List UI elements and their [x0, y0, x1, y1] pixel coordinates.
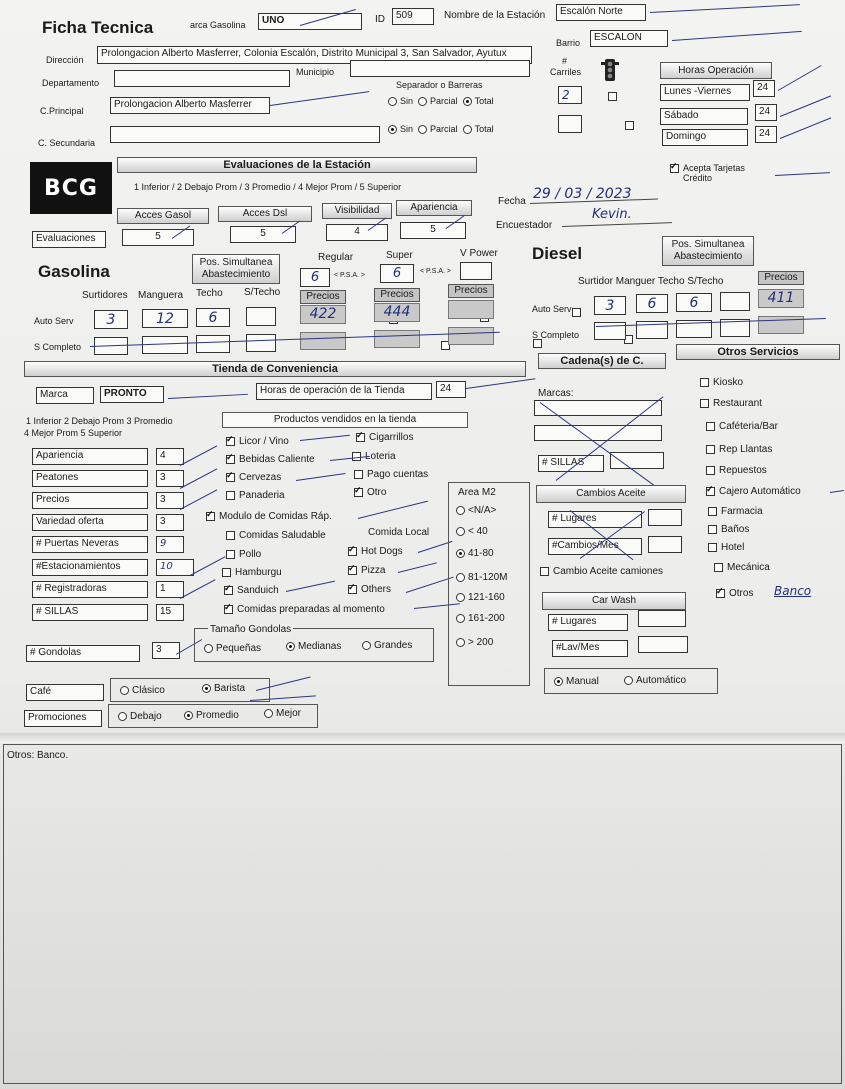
producto-item[interactable]: ✓Sanduich	[224, 585, 279, 596]
separador-principal[interactable]: Sin Parcial Total	[388, 96, 494, 106]
gas-s-completo-label: S Completo	[34, 342, 82, 352]
diesel-techo-field[interactable]: 6	[676, 293, 712, 312]
producto-item[interactable]: Pollo	[226, 549, 261, 560]
gas-surtidores-field[interactable]: 3	[94, 310, 128, 329]
gas-manguera-field[interactable]: 12	[142, 309, 188, 328]
producto-item[interactable]: ✓Comidas preparadas al momento	[224, 604, 385, 615]
evaluaciones-title: Evaluaciones de la Estación	[117, 157, 477, 173]
c-principal-field[interactable]: Prolongacion Alberto Masferrer	[110, 97, 270, 114]
tienda-rating-label: # Registradoras	[32, 581, 148, 598]
cadena-title: Cadena(s) de C.	[538, 353, 666, 369]
producto-item[interactable]: Hamburgu	[222, 567, 282, 578]
brand-field[interactable]: UNO	[258, 13, 362, 30]
gasolina-pos-simultanea: Pos. Simultanea Abastecimiento	[192, 254, 280, 284]
id-field[interactable]: 509	[392, 8, 434, 25]
tienda-marca-field[interactable]: PRONTO	[100, 386, 164, 403]
gas-header-surtidores: Surtidores	[82, 290, 128, 301]
gas-precio-super-field[interactable]: 444	[374, 303, 420, 322]
acepta-tarjetas-checkbox[interactable]	[670, 164, 679, 173]
tamano-option[interactable]: Pequeñas	[204, 643, 261, 654]
cafe-option[interactable]: Barista	[202, 683, 245, 694]
servicio-item[interactable]: Caféteria/Bar	[706, 421, 778, 432]
super-field[interactable]: 6	[380, 264, 414, 283]
marcas-label: Marcas:	[538, 388, 574, 399]
traffic-light-icon	[600, 57, 620, 83]
gas-precio-vpower-field[interactable]	[448, 300, 494, 319]
pen-stroke	[180, 445, 218, 466]
cambios-aceite-title: Cambios Aceite	[536, 485, 686, 503]
gas-sc-manguera-field[interactable]	[142, 336, 188, 354]
servicio-item[interactable]: ✓Otros	[716, 588, 753, 599]
tienda-rating-field[interactable]: 10	[156, 559, 194, 576]
producto-item[interactable]: ✓Licor / Vino	[226, 436, 289, 447]
encuestador-underline	[562, 222, 672, 227]
gas-techo-field[interactable]: 6	[196, 308, 230, 327]
servicio-item[interactable]: Rep Llantas	[706, 444, 772, 455]
total-radio[interactable]	[463, 97, 472, 106]
gas-precios-header: Precios	[448, 284, 494, 298]
total-radio[interactable]	[463, 125, 472, 134]
regular-field[interactable]: 6	[300, 268, 330, 287]
gondolas-label: # Gondolas	[26, 645, 140, 662]
horas-operacion-header: Horas Operación	[660, 62, 772, 79]
servicio-item[interactable]: Hotel	[708, 542, 744, 553]
eval-col-header: Apariencia	[396, 200, 472, 216]
gas-precios-header: Precios	[300, 290, 346, 304]
area-option[interactable]: 121-160	[456, 592, 505, 603]
gas-sc-precio-field[interactable]	[374, 330, 420, 348]
cambios-lugares-label: # Lugares	[548, 511, 642, 528]
tienda-title: Tienda de Conveniencia	[24, 361, 526, 377]
carwash-option[interactable]: Automático	[624, 675, 686, 686]
hours-row-label: Lunes -Viernes	[660, 84, 750, 101]
fecha-label: Fecha	[498, 196, 526, 207]
lav-mes-field[interactable]	[638, 636, 688, 653]
servicio-item[interactable]: Farmacia	[708, 506, 763, 517]
comida-local-item[interactable]: ✓Hot Dogs	[348, 546, 403, 557]
municipio-field[interactable]	[350, 60, 530, 77]
evaluaciones-scale: 1 Inferior / 2 Debajo Prom / 3 Promedio / 4 Mejor Prom / 5 Superior	[134, 182, 402, 192]
pen-stroke	[830, 490, 844, 493]
tienda-rating-label: # SILLAS	[32, 604, 148, 621]
gas-auto-serv-label: Auto Serv	[34, 316, 74, 326]
separador-secundaria[interactable]: Sin Parcial Total	[388, 124, 494, 134]
tienda-rating-label: Precios	[32, 492, 148, 509]
acepta-tarjetas[interactable]: ✓Acepta Tarjetas Crédito	[670, 163, 763, 183]
parcial-radio[interactable]	[418, 125, 427, 134]
encuestador-field[interactable]: Kevin.	[592, 207, 632, 222]
servicio-item[interactable]: ✓Cajero Automático	[706, 486, 801, 497]
hours-weekday-field[interactable]: 24	[753, 80, 775, 97]
area-option[interactable]: > 200	[456, 637, 493, 648]
pen-stroke	[296, 473, 346, 481]
gas-sc-checkbox[interactable]	[533, 339, 542, 348]
promo-option[interactable]: Mejor	[264, 708, 301, 719]
barrio-field[interactable]: ESCALON	[590, 30, 668, 47]
direccion-label: Dirección	[46, 55, 84, 65]
diesel-title: Diesel	[532, 244, 583, 263]
c-secundaria-field[interactable]	[110, 126, 380, 143]
tienda-rating-label: Apariencia	[32, 448, 148, 465]
parcial-radio[interactable]	[418, 97, 427, 106]
pen-stroke	[398, 562, 437, 573]
area-option[interactable]: <N/A>	[456, 505, 496, 516]
diesel-s-completo-label: S Completo	[532, 330, 580, 340]
diesel-precios-header: Precios	[758, 271, 804, 285]
comida-local-item[interactable]: ✓Pizza	[348, 565, 385, 576]
producto-item[interactable]: ✓Otro	[354, 487, 386, 498]
tienda-rating-field[interactable]: 9	[156, 536, 184, 553]
pen-stroke	[775, 172, 830, 176]
notes-area[interactable]	[3, 744, 842, 1084]
producto-item[interactable]: Panaderia	[226, 490, 285, 501]
notes-text: Otros: Banco.	[7, 750, 69, 761]
station-name-field[interactable]: Escalón Norte	[556, 4, 646, 21]
cambios-mes-field[interactable]	[648, 536, 682, 553]
gas-header-stecho: S/Techo	[244, 287, 281, 298]
tienda-rating-field[interactable]: 15	[156, 604, 184, 621]
bcg-logo: BCG	[30, 162, 112, 214]
c-secundaria-label: C. Secundaria	[38, 138, 96, 148]
pen-cross	[540, 402, 670, 497]
pen-stroke	[780, 117, 831, 139]
producto-item[interactable]: ✓Cervezas	[226, 472, 281, 483]
pen-stroke	[180, 468, 218, 489]
id-label: ID	[375, 14, 385, 25]
gas-sc-techo-field[interactable]	[196, 335, 230, 353]
vpower-label: V Power	[460, 248, 498, 259]
tienda-rating-field[interactable]: 1	[156, 581, 184, 598]
tienda-rating-label: Peatones	[32, 470, 148, 487]
gas-precios-header: Precios	[374, 288, 420, 302]
carwash-lugares-label: # Lugares	[548, 614, 628, 631]
tamano-option[interactable]: Medianas	[286, 641, 341, 652]
cambio-camiones[interactable]: Cambio Aceite camiones	[540, 566, 663, 577]
producto-item[interactable]: Pago cuentas	[354, 469, 428, 480]
diesel-pos-simultanea: Pos. Simultanea Abastecimiento	[662, 236, 754, 266]
area-option[interactable]: < 40	[456, 526, 488, 537]
diesel-precio-field[interactable]: 411	[758, 289, 804, 308]
eval-acces-gasol-field[interactable]: 5	[122, 229, 194, 246]
comida-local-label: Comida Local	[368, 527, 430, 538]
station-name-label: Nombre de la Estación	[444, 10, 546, 21]
gas-header-manguera: Manguera	[138, 290, 184, 301]
otros-servicio-field[interactable]: Banco	[774, 584, 812, 598]
pen-stroke	[466, 378, 535, 389]
diesel-surtidor-field[interactable]: 3	[594, 296, 626, 315]
psa-label: < P.S.A. >	[334, 272, 366, 279]
direccion-field[interactable]: Prolongacion Alberto Masferrer, Colonia Escalón, Distrito Municipal 3, San Salvador, Ayutux	[97, 46, 532, 64]
area-m2-label: Area M2	[458, 487, 496, 498]
cambios-lugares-field[interactable]	[648, 509, 682, 526]
hours-saturday-field[interactable]: 24	[755, 104, 777, 121]
fecha-field[interactable]: 29 / 03 / 2023	[533, 186, 632, 202]
tienda-horas-field[interactable]: 24	[436, 381, 466, 398]
sin-radio[interactable]	[388, 97, 397, 106]
diesel-headers: Surtidor Manguer Techo S/Techo	[578, 276, 724, 287]
servicio-item[interactable]: Restaurant	[700, 398, 762, 409]
producto-item[interactable]: Loteria	[352, 451, 396, 462]
tamano-gondolas-label: Tamaño Gondolas	[210, 624, 292, 635]
servicio-item[interactable]: Mecánica	[714, 562, 770, 573]
pen-stroke	[778, 65, 822, 91]
cafe-label: Café	[26, 684, 104, 701]
pen-stroke	[300, 435, 350, 441]
pen-stroke	[780, 95, 831, 117]
brand-label: arca Gasolina	[190, 20, 246, 30]
promociones-label: Promociones	[24, 710, 102, 727]
c-principal-label: C.Principal	[40, 106, 84, 116]
lav-mes-label: #Lav/Mes	[552, 640, 628, 657]
producto-item[interactable]: ✓Bebidas Caliente	[226, 454, 315, 465]
gas-sc-precio-field[interactable]	[300, 332, 346, 350]
area-option[interactable]: 81-120M	[456, 572, 507, 583]
form-title: Ficha Tecnica	[42, 18, 154, 37]
sin-radio[interactable]	[388, 125, 397, 134]
carriles-principal-checkbox[interactable]	[608, 92, 617, 101]
marcas-field[interactable]	[534, 400, 662, 416]
eval-acces-dsl-field[interactable]: 5	[230, 226, 296, 243]
super-label: Super	[386, 250, 413, 261]
gas-sc-stecho-field[interactable]	[246, 334, 276, 352]
barrio-label: Barrio	[556, 38, 581, 48]
eval-col-header: Acces Dsl	[218, 206, 312, 222]
pen-stroke	[180, 579, 216, 599]
diesel-auto-serv-label: Auto Serv	[532, 304, 572, 314]
pen-stroke	[180, 489, 218, 510]
pen-stroke	[406, 577, 454, 593]
pen-stroke	[358, 501, 428, 519]
tienda-rating-label: # Puertas Neveras	[32, 536, 148, 553]
producto-item[interactable]: ✓Cigarrillos	[356, 432, 413, 443]
paper-fold	[0, 733, 845, 743]
tienda-rating-field[interactable]: 3	[156, 514, 184, 531]
tienda-scale-1: 1 Inferior 2 Debajo Prom 3 Promedio	[26, 416, 173, 426]
carriles-label: Carriles	[550, 67, 582, 77]
gas-header-techo: Techo	[196, 288, 223, 299]
servicio-item[interactable]: Kiosko	[700, 377, 743, 388]
area-option[interactable]: 41-80	[456, 548, 494, 559]
area-option[interactable]: 161-200	[456, 613, 505, 624]
carriles-secundaria-checkbox[interactable]	[625, 121, 634, 130]
pen-stroke	[270, 91, 369, 106]
producto-item[interactable]: ✓Modulo de Comidas Ráp.	[206, 511, 332, 522]
vpower-field[interactable]	[460, 262, 492, 280]
servicio-item[interactable]: Baños	[708, 524, 749, 535]
carriles-secundaria-field[interactable]	[558, 115, 582, 133]
marcas-field[interactable]	[534, 425, 662, 441]
promo-option[interactable]: Debajo	[118, 711, 162, 722]
tienda-rating-field[interactable]: 3	[156, 492, 184, 509]
diesel-manguera-field[interactable]: 6	[636, 294, 668, 313]
evaluaciones-row-label: Evaluaciones	[32, 231, 106, 248]
municipio-label: Municipio	[296, 67, 335, 77]
carwash-option[interactable]: Manual	[554, 676, 599, 687]
carriles-principal-field[interactable]: 2	[558, 86, 582, 104]
carwash-lugares-field[interactable]	[638, 610, 686, 627]
gas-precio-checkbox[interactable]	[572, 308, 581, 317]
carriles-hash: #	[562, 56, 568, 66]
comida-local-item[interactable]: ✓Others	[348, 584, 391, 595]
pen-stroke	[286, 581, 335, 592]
psa-label: < P.S.A. >	[420, 268, 452, 275]
encuestador-label: Encuestador	[496, 220, 553, 231]
cafe-option[interactable]: Clásico	[120, 685, 165, 696]
hours-row-label: Sábado	[660, 108, 748, 125]
tienda-rating-label: #Estacionamientos	[32, 559, 148, 576]
hours-row-label: Domingo	[662, 129, 748, 146]
cadena-sillas-label: # SILLAS	[538, 455, 604, 472]
departamento-field[interactable]	[114, 70, 290, 87]
tienda-rating-label: Variedad oferta	[32, 514, 148, 531]
gondolas-field[interactable]: 3	[152, 642, 180, 659]
tienda-marca-label: Marca	[36, 387, 94, 404]
eval-visibilidad-field[interactable]: 4	[326, 224, 388, 241]
tienda-horas-label: Horas de operación de la Tienda	[256, 383, 432, 400]
gas-stecho-field[interactable]	[246, 307, 276, 326]
gas-precio-regular-field[interactable]: 422	[300, 305, 346, 324]
eval-col-header: Visibilidad	[322, 203, 392, 219]
departamento-label: Departamento	[42, 78, 100, 88]
gas-sc-precio-field[interactable]	[448, 327, 494, 345]
pen-stroke	[168, 394, 248, 399]
car-wash-title: Car Wash	[542, 592, 686, 610]
regular-label: Regular	[318, 252, 354, 263]
separador-label: Separador o Barreras	[396, 80, 483, 90]
tamano-option[interactable]: Grandes	[362, 640, 412, 651]
pen-stroke	[650, 4, 800, 13]
servicio-item[interactable]: Repuestos	[706, 465, 767, 476]
hours-sunday-field[interactable]: 24	[755, 126, 777, 143]
eval-col-header: Acces Gasol	[117, 208, 209, 224]
pen-stroke	[672, 31, 802, 41]
productos-title: Productos vendidos en la tienda	[222, 412, 468, 428]
tienda-scale-2: 4 Mejor Prom 5 Superior	[24, 428, 123, 438]
tienda-rating-field[interactable]: 4	[156, 448, 184, 465]
tienda-rating-field[interactable]: 3	[156, 470, 184, 487]
diesel-stecho-field[interactable]	[720, 292, 750, 311]
eval-apariencia-field[interactable]: 5	[400, 222, 466, 239]
gasolina-title: Gasolina	[38, 262, 110, 281]
producto-item[interactable]: Comidas Saludable	[226, 530, 326, 541]
pen-stroke	[190, 556, 226, 576]
cambios-mes-label: #Cambios/Mes	[548, 538, 642, 555]
otros-servicios-title: Otros Servicios	[676, 344, 840, 360]
promo-option[interactable]: Promedio	[184, 710, 239, 721]
